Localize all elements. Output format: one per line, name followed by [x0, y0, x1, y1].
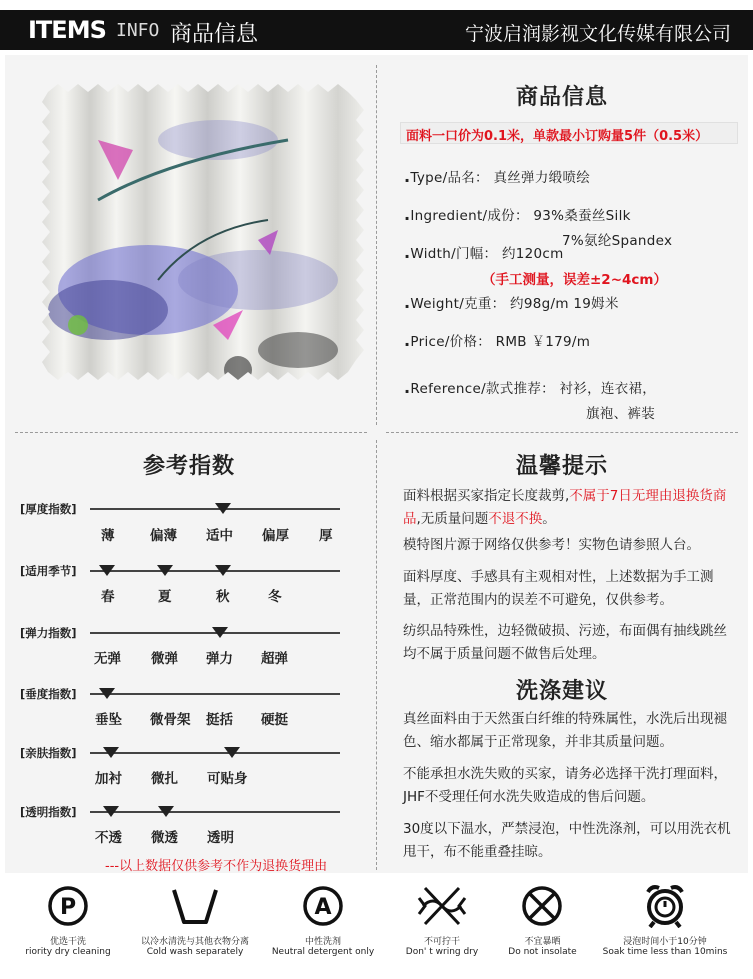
- horizontal-divider-right: [386, 432, 738, 433]
- attr-weight: .Weight/克重： 约98g/m 19姆米: [404, 293, 619, 312]
- header-bar: [0, 10, 753, 50]
- care-en-label: Neutral detergent only: [271, 947, 375, 957]
- header-company: 宁波启润影视文化传媒有限公司: [464, 23, 731, 45]
- care-item-wring: [392, 878, 492, 976]
- marker-slightly-sheer: [158, 806, 174, 817]
- marker-wearable: [224, 747, 240, 758]
- attr-reference: .Reference/款式推荐： 衬衫，连衣裙，: [404, 378, 657, 397]
- washing-paragraph-2: 不能承担水洗失败的买家，请务必选择干洗打理面料，JHF不受理任何水洗失败造成的售后问题。: [403, 766, 727, 805]
- scale-line-drape: [90, 693, 340, 695]
- horizontal-divider-left: [15, 432, 367, 433]
- opt-drapey: 垂坠: [95, 712, 122, 728]
- opt-spring: 春: [101, 589, 115, 605]
- header-info-label: INFO: [116, 20, 160, 41]
- scale-label-season: [适用季节]: [20, 564, 77, 578]
- attr-width: .Width/门幅： 约120cm: [404, 243, 564, 262]
- care-item-soak: [595, 878, 735, 976]
- attr-width-note: （手工测量，误差±2~4cm）: [482, 272, 667, 288]
- wash-separately-icon: [170, 884, 220, 928]
- opt-light-structure: 微骨架: [150, 712, 191, 728]
- neutral-detergent-icon: [301, 884, 345, 928]
- opt-slightly-thin: 偏薄: [150, 528, 177, 544]
- care-item-insolate: [495, 878, 590, 976]
- care-cn-label: 优选干洗: [49, 937, 86, 947]
- attr-reference-2: 旗袍、裤装: [586, 406, 655, 422]
- attr-ingredient-2: 7%氨纶Spandex: [562, 233, 673, 249]
- attr-type: .Type/品名： 真丝弹力缎喷绘: [404, 167, 591, 186]
- tips-paragraph-2: 模特图片源于网络仅供参考！实物色请参照人台。: [403, 537, 700, 553]
- opt-stretch: 弹力: [206, 651, 233, 667]
- care-cn-label: 中性洗剂: [304, 937, 341, 947]
- price-note: 面料一口价为0.1米，单款最小订购量5件（0.5米）: [400, 122, 738, 144]
- opt-thin: 薄: [101, 528, 115, 544]
- opt-thick: 厚: [319, 528, 333, 544]
- tips-paragraph-3: 面料厚度、手感具有主观相对性，上述数据为手工测量，正常范围内的误差不可避免，仅供参考。: [403, 569, 714, 608]
- opt-slightly-thick: 偏厚: [262, 528, 289, 544]
- opt-winter: 冬: [268, 589, 282, 605]
- care-item-detergent: [262, 878, 384, 976]
- dry-clean-p-icon: [46, 884, 90, 928]
- care-item-dry-clean: [18, 878, 118, 976]
- washing-paragraph-1: 真丝面料由于天然蛋白纤维的特殊属性，水洗后出现褪色、缩水都属于正常现象，并非其质量问题。: [403, 711, 727, 750]
- marker-spring: [99, 565, 115, 576]
- care-cn-label: 不宜暴晒: [524, 937, 561, 947]
- do-not-insolate-icon: [520, 884, 564, 928]
- opt-lining: 加衬: [95, 771, 122, 787]
- header-items-label: ITEMS: [28, 16, 106, 44]
- opt-medium: 适中: [206, 528, 233, 544]
- opt-stiff: 硬挺: [261, 712, 288, 728]
- reference-index-title: 参考指数: [143, 454, 236, 479]
- opt-sheer: 透明: [207, 830, 234, 846]
- scale-line-transparency: [90, 811, 340, 813]
- scale-label-skin: [亲肤指数]: [20, 746, 77, 760]
- marker-drape: [99, 688, 115, 699]
- marker-summer: [157, 565, 173, 576]
- opt-opaque: 不透: [95, 830, 122, 846]
- care-en-label: riority dry cleaning: [25, 947, 111, 957]
- care-cn-label: 不可拧干: [423, 937, 460, 947]
- marker-opaque: [103, 806, 119, 817]
- vertical-divider-top: [376, 65, 377, 425]
- care-item-wash: [130, 878, 260, 976]
- scale-label-thickness: [厚度指数]: [20, 502, 77, 516]
- care-cn-label: 浸泡时间小于10分钟: [623, 937, 707, 947]
- scale-label-elasticity: [弹力指数]: [20, 626, 77, 640]
- tips-paragraph-4: 纺织品特殊性，边轻微破损、污迹，布面偶有抽线跳丝均不属于质量问题不做售后处理。: [403, 623, 727, 662]
- opt-super-stretch: 超弹: [261, 651, 288, 667]
- soak-time-icon: [642, 882, 688, 928]
- product-info-title: 商品信息: [516, 85, 609, 110]
- scale-line-skin: [90, 752, 340, 754]
- care-en-label: Do not insolate: [508, 947, 577, 957]
- svg-text:A: A: [314, 895, 332, 920]
- opt-next-to-skin: 可贴身: [207, 771, 248, 787]
- care-en-label: Soak time less than 10mins: [602, 947, 728, 957]
- tips-title: 温馨提示: [516, 454, 609, 479]
- vertical-divider-bottom: [376, 440, 377, 870]
- opt-no-stretch: 无弹: [94, 651, 121, 667]
- washing-paragraph-3: 30度以下温水，严禁浸泡，中性洗涤剂，可以用洗衣机甩干，布不能重叠挂晾。: [403, 821, 731, 860]
- tips-paragraph-1: 面料根据买家指定长度裁剪,不属于7日无理由退换货商品,无质量问题不退不换。: [403, 488, 727, 527]
- opt-summer: 夏: [158, 589, 172, 605]
- scale-label-drape: [垂度指数]: [20, 687, 77, 701]
- scale-label-transparency: [透明指数]: [20, 805, 77, 819]
- marker-lining: [103, 747, 119, 758]
- marker-thickness: [215, 503, 231, 514]
- opt-slight-stretch: 微弹: [151, 651, 178, 667]
- washing-title: 洗涤建议: [516, 679, 609, 704]
- opt-crisp: 挺括: [206, 712, 233, 728]
- reference-disclaimer: ---以上数据仅供参考不作为退换货理由: [105, 859, 328, 874]
- care-cn-label: 以冷水清洗与其他衣物分离: [140, 937, 249, 947]
- care-en-label: Cold wash separately: [146, 947, 244, 957]
- fabric-swatch-image: [38, 80, 364, 384]
- attr-ingredient: .Ingredient/成份： 93%桑蚕丝Silk: [404, 205, 631, 224]
- marker-elasticity: [212, 627, 228, 638]
- do-not-wring-icon: [417, 884, 467, 928]
- attr-price: .Price/价格： RMB ￥179/m: [404, 331, 591, 350]
- opt-autumn: 秋: [216, 589, 230, 605]
- marker-autumn: [215, 565, 231, 576]
- opt-slight-itch: 微扎: [151, 771, 178, 787]
- opt-slightly-sheer: 微透: [151, 830, 178, 846]
- header-title: 商品信息: [170, 22, 259, 47]
- svg-text:P: P: [59, 895, 77, 920]
- care-en-label: Don' t wring dry: [405, 947, 479, 957]
